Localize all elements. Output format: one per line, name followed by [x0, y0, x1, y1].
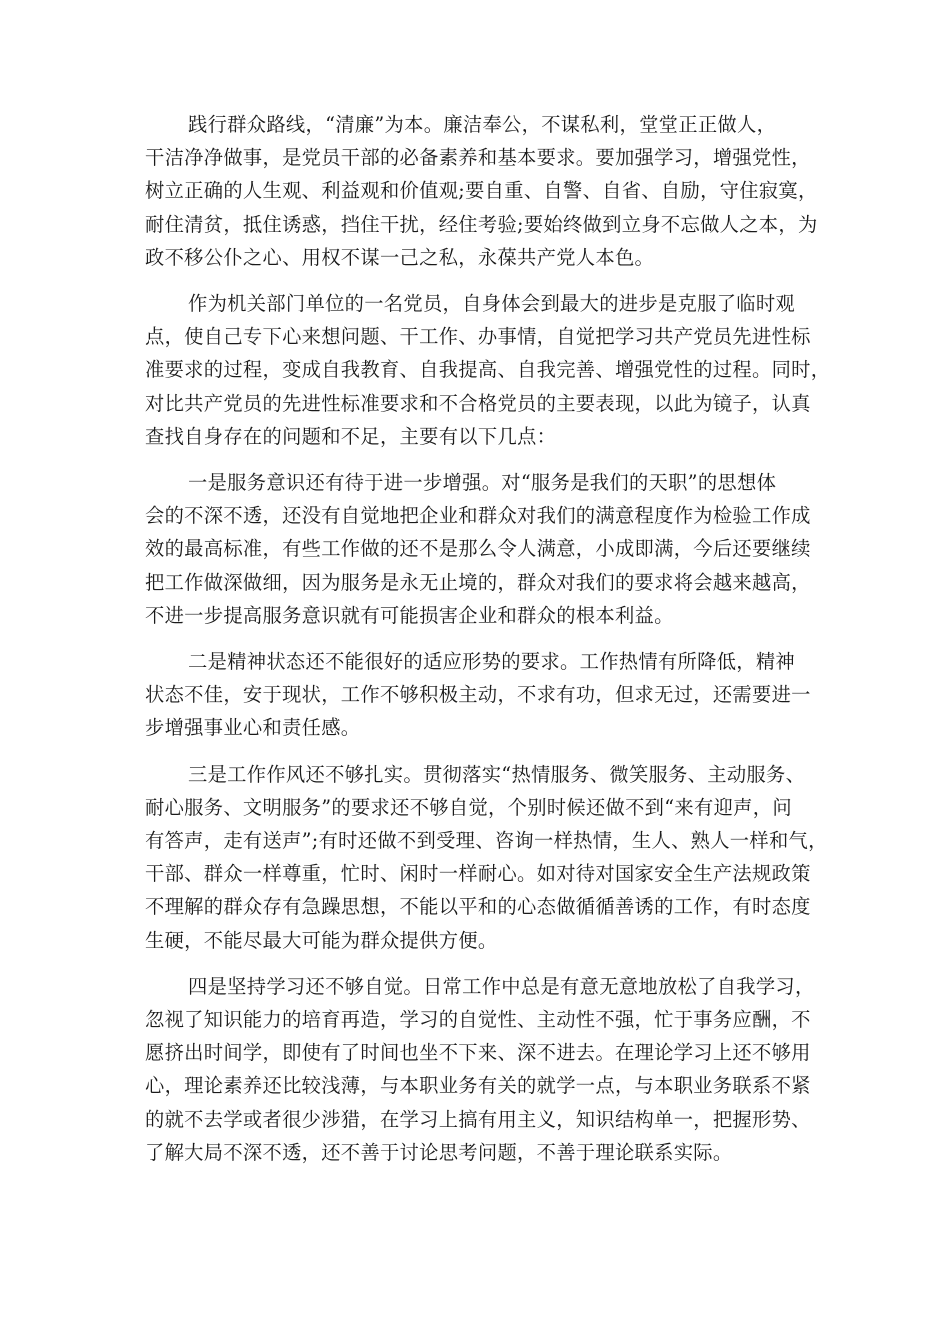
text-line: 准要求的过程，变成自我教育、自我提高、自我完善、增强党性的过程。同时， — [145, 358, 831, 382]
text-line: 效的最高标准，有些工作做的还不是那么令人满意，小成即满，今后还要继续 — [145, 537, 811, 561]
text-line: 一是服务意识还有待于进一步增强。对“服务是我们的天职”的思想体 — [188, 471, 777, 495]
text-line: 不进一步提高服务意识就有可能损害企业和群众的根本利益。 — [145, 603, 674, 627]
text-line: 对比共产党员的先进性标准要求和不合格党员的主要表现，以此为镜子，认真 — [145, 391, 811, 415]
text-line: 愿挤出时间学，即使有了时间也坐不下来、深不进去。在理论学习上还不够用 — [145, 1041, 811, 1065]
text-line: 心，理论素养还比较浅薄，与本职业务有关的就学一点，与本职业务联系不紧 — [145, 1074, 811, 1098]
text-line: 查找自身存在的问题和不足，主要有以下几点： — [145, 424, 557, 448]
text-line: 点，使自己专下心来想问题、干工作、办事情，自觉把学习共产党员先进性标 — [145, 325, 811, 349]
text-line: 干部、群众一样尊重，忙时、闲时一样耐心。如对待对国家安全生产法规政策 — [145, 862, 811, 886]
text-line: 有答声，走有送声”;有时还做不到受理、咨询一样热情，生人、熟人一样和气， — [145, 829, 828, 853]
document-body — [145, 108, 831, 1182]
text-line: 作为机关部门单位的一名党员，自身体会到最大的进步是克服了临时观 — [188, 292, 796, 316]
text-line: 会的不深不透，还没有自觉地把企业和群众对我们的满意程度作为检验工作成 — [145, 504, 811, 528]
text-line: 二是精神状态还不能很好的适应形势的要求。工作热情有所降低，精神 — [188, 650, 796, 674]
text-line: 状态不佳，安于现状，工作不够积极主动，不求有功，但求无过，还需要进一 — [145, 683, 811, 707]
text-line: 政不移公仆之心、用权不谋一己之私，永葆共产党人本色。 — [145, 245, 655, 269]
text-line: 把工作做深做细，因为服务是永无止境的，群众对我们的要求将会越来越高， — [145, 570, 811, 594]
text-line: 不理解的群众存有急躁思想，不能以平和的心态做循循善诱的工作，有时态度 — [145, 895, 811, 919]
paragraph-3 — [145, 466, 820, 632]
text-line: 三是工作作风还不够扎实。贯彻落实“热情服务、微笑服务、主动服务、 — [188, 762, 806, 786]
paragraph-4 — [145, 645, 820, 745]
text-line: 干洁净净做事，是党员干部的必备素养和基本要求。要加强学习，增强党性， — [145, 146, 811, 170]
text-line: 了解大局不深不透，还不善于讨论思考问题，不善于理论联系实际。 — [145, 1140, 733, 1164]
text-line: 的就不去学或者很少涉猎，在学习上搞有用主义，知识结构单一，把握形势、 — [145, 1107, 811, 1131]
paragraph-5 — [145, 758, 828, 957]
text-line: 步增强事业心和责任感。 — [145, 716, 361, 740]
text-line: 四是坚持学习还不够自觉。日常工作中总是有意无意地放松了自我学习， — [188, 974, 815, 998]
text-line: 耐心服务、文明服务”的要求还不够自觉，个别时候还做不到“来有迎声，问 — [145, 795, 792, 819]
text-line: 生硬，不能尽最大可能为群众提供方便。 — [145, 928, 498, 952]
paragraph-1 — [145, 108, 820, 274]
text-line: 树立正确的人生观、利益观和价值观;要自重、自警、自省、自励，守住寂寞， — [145, 179, 818, 203]
text-line: 践行群众路线，“清廉”为本。廉洁奉公，不谋私利，堂堂正正做人， — [188, 113, 777, 136]
paragraph-2 — [145, 287, 831, 453]
paragraph-6 — [145, 970, 820, 1169]
text-line: 忽视了知识能力的培育再造，学习的自觉性、主动性不强，忙于事务应酬，不 — [145, 1008, 811, 1032]
text-line: 耐住清贫，抵住诱惑，挡住干扰，经住考验;要始终做到立身不忘做人之本，为 — [145, 212, 818, 236]
